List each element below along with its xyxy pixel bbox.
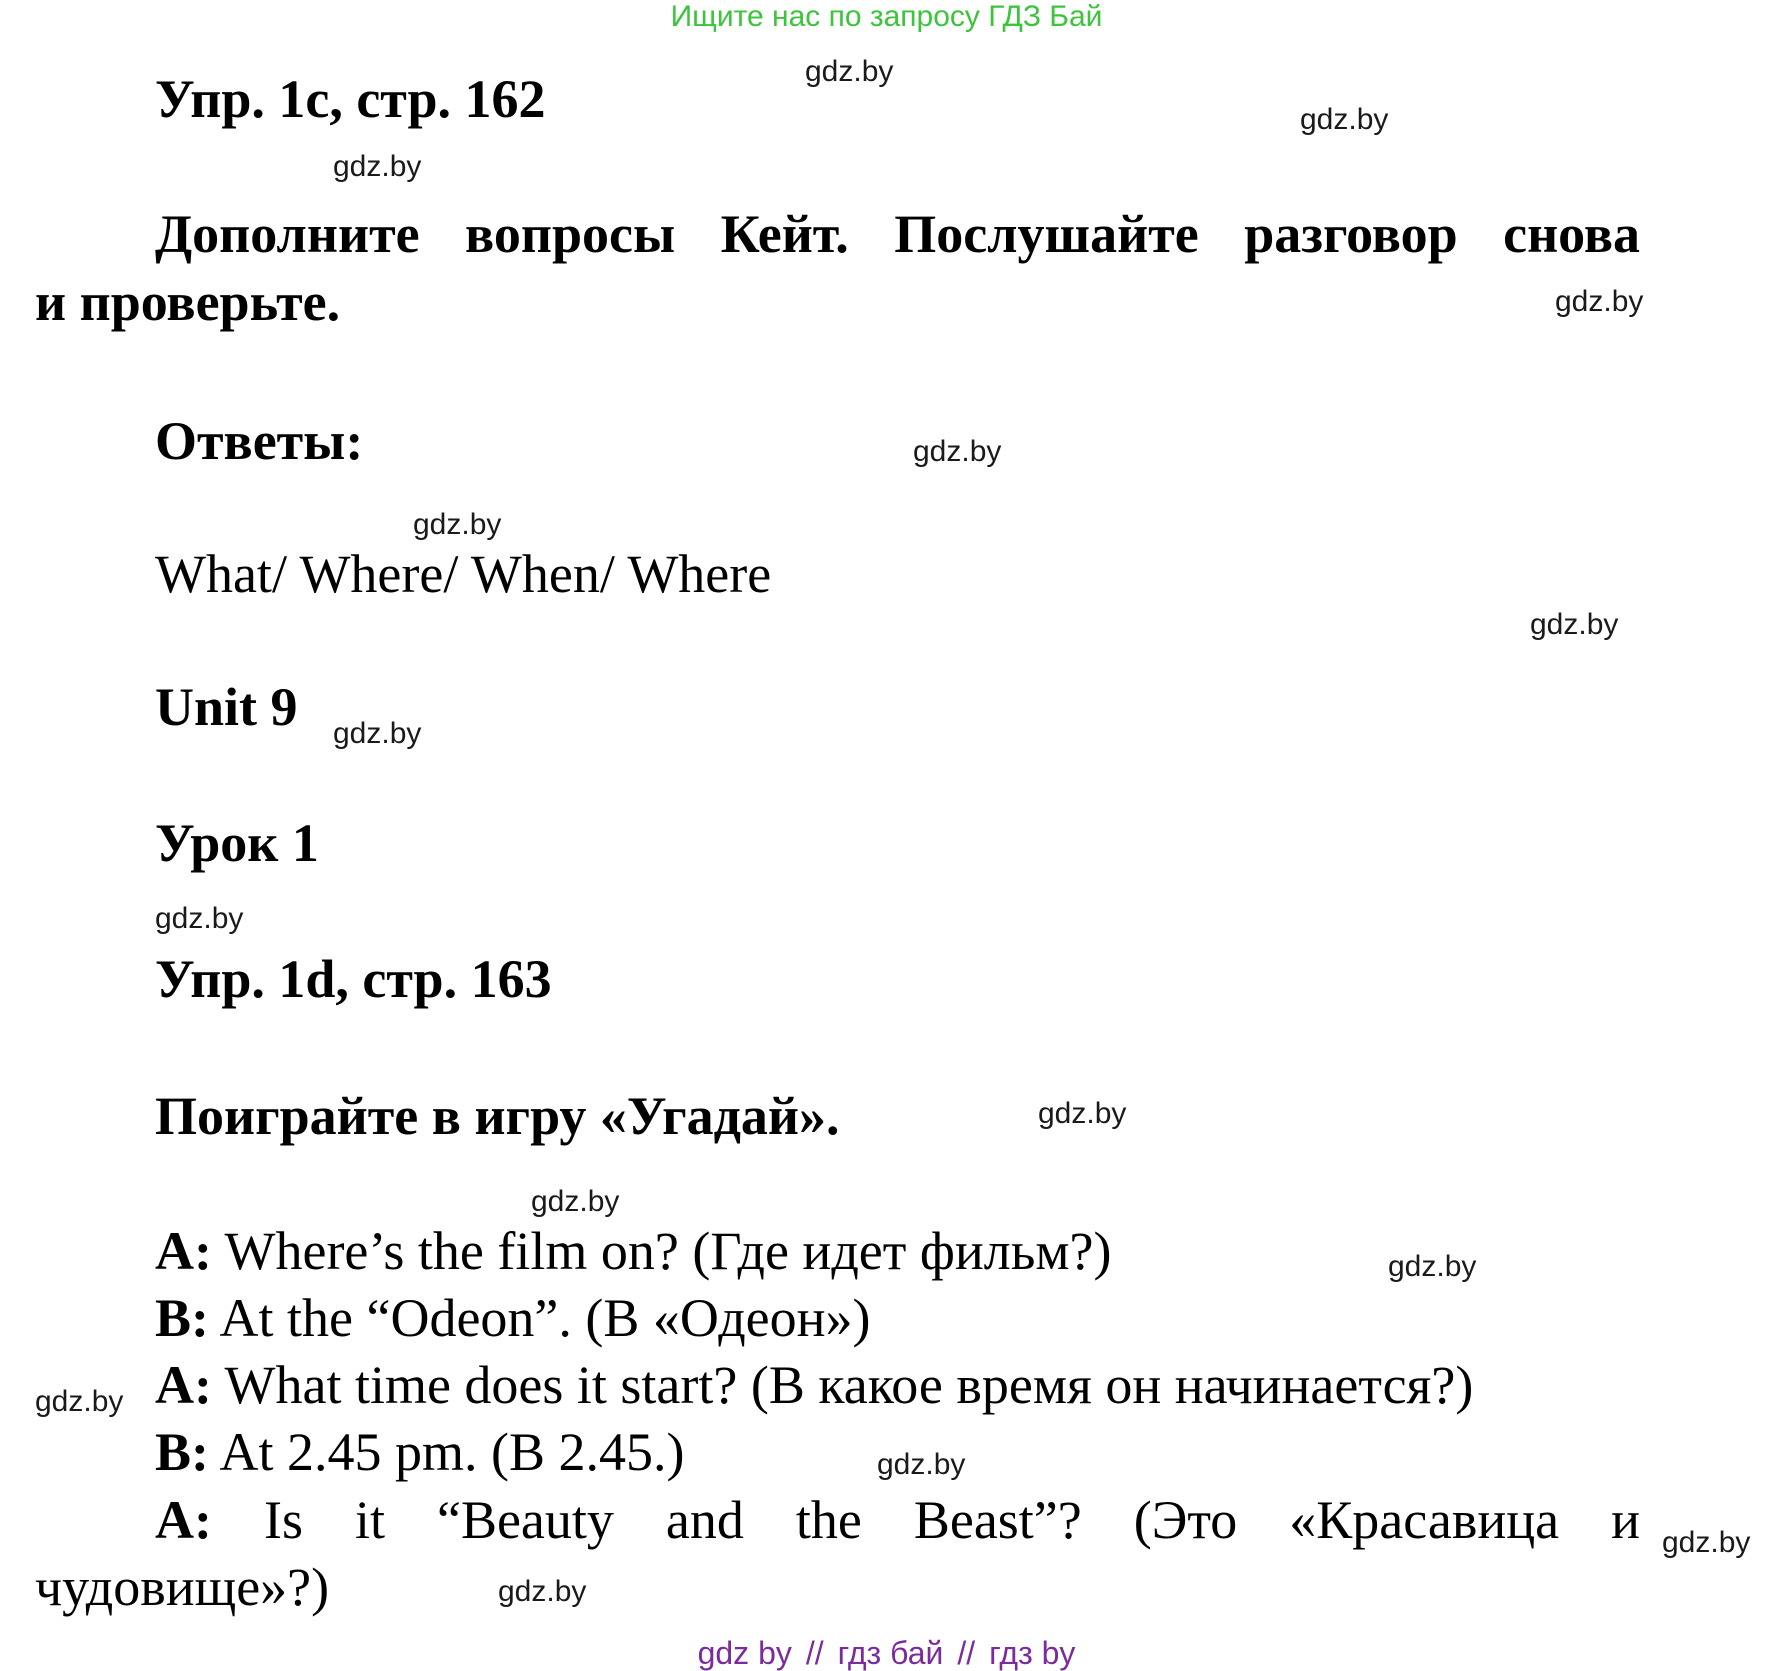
watermark: gdz.by: [1300, 103, 1389, 136]
dialog-line-5: [155, 1487, 1640, 1553]
footer-link-gdz-by[interactable]: gdz by: [697, 1635, 792, 1671]
unit-heading: Unit 9: [155, 677, 298, 737]
watermark: gdz.by: [531, 1185, 620, 1218]
watermark: gdz.by: [498, 1575, 587, 1608]
exercise-2-task: Поиграйте в игру «Угадай».: [155, 1086, 840, 1146]
watermark: gdz.by: [1388, 1250, 1477, 1283]
footer-link-gdz-bai[interactable]: гдз бай: [837, 1635, 944, 1671]
watermark: gdz.by: [1530, 608, 1619, 641]
dialog-text: Where’s the film on? (Где идет фильм?): [224, 1221, 1112, 1281]
answers-label: Ответы:: [155, 411, 364, 471]
watermark: gdz.by: [413, 508, 502, 541]
watermark: gdz.by: [1662, 1526, 1751, 1559]
watermark: gdz.by: [805, 55, 894, 88]
dialog-text: чудовище»?): [35, 1557, 330, 1617]
watermark: gdz.by: [877, 1448, 966, 1481]
footer-separator: //: [957, 1635, 976, 1671]
footer-separator: //: [805, 1635, 824, 1671]
dialog-text: Is it “Beauty and the Beast”? (Это «Красавица и: [263, 1490, 1640, 1550]
dialog-speaker: B:: [155, 1288, 209, 1348]
watermark: gdz.by: [1038, 1097, 1127, 1130]
watermark: gdz.by: [333, 150, 422, 183]
dialog-speaker: A:: [155, 1355, 212, 1415]
footer: [0, 1635, 1773, 1671]
watermark: gdz.by: [35, 1385, 124, 1418]
dialog-text: What time does it start? (В какое время он начинается?): [224, 1355, 1474, 1415]
watermark: gdz.by: [1555, 285, 1644, 318]
dialog-speaker: A:: [155, 1490, 212, 1550]
dialog-line-1: [155, 1218, 1111, 1284]
footer-link-gdz-by-cyr[interactable]: гдз by: [989, 1635, 1076, 1671]
dialog-speaker: A:: [155, 1221, 212, 1281]
exercise-1-heading: Упр. 1с, стр. 162: [155, 69, 546, 129]
dialog-line-3: [155, 1352, 1473, 1418]
dialog-text: At 2.45 pm. (В 2.45.): [219, 1422, 685, 1482]
watermark: gdz.by: [155, 902, 244, 935]
lesson-heading: Урок 1: [155, 813, 319, 873]
dialog-text: At the “Odeon”. (В «Одеон»): [219, 1288, 871, 1348]
exercise-1-task-line-2: и проверьте.: [35, 272, 341, 332]
dialog-speaker: B:: [155, 1422, 209, 1482]
watermark: gdz.by: [913, 435, 1002, 468]
dialog-line-6: [35, 1554, 329, 1620]
watermark: gdz.by: [333, 717, 422, 750]
exercise-1-answer: What/ Where/ When/ Where: [155, 544, 772, 604]
dialog-line-4: [155, 1419, 685, 1485]
dialog-line-2: [155, 1285, 871, 1351]
exercise-2-heading: Упр. 1d, стр. 163: [155, 949, 552, 1009]
exercise-1-task-line-1: Дополните вопросы Кейт. Послушайте разговор снова: [155, 204, 1640, 264]
top-banner: Ищите нас по запросу ГДЗ Бай: [670, 0, 1103, 33]
